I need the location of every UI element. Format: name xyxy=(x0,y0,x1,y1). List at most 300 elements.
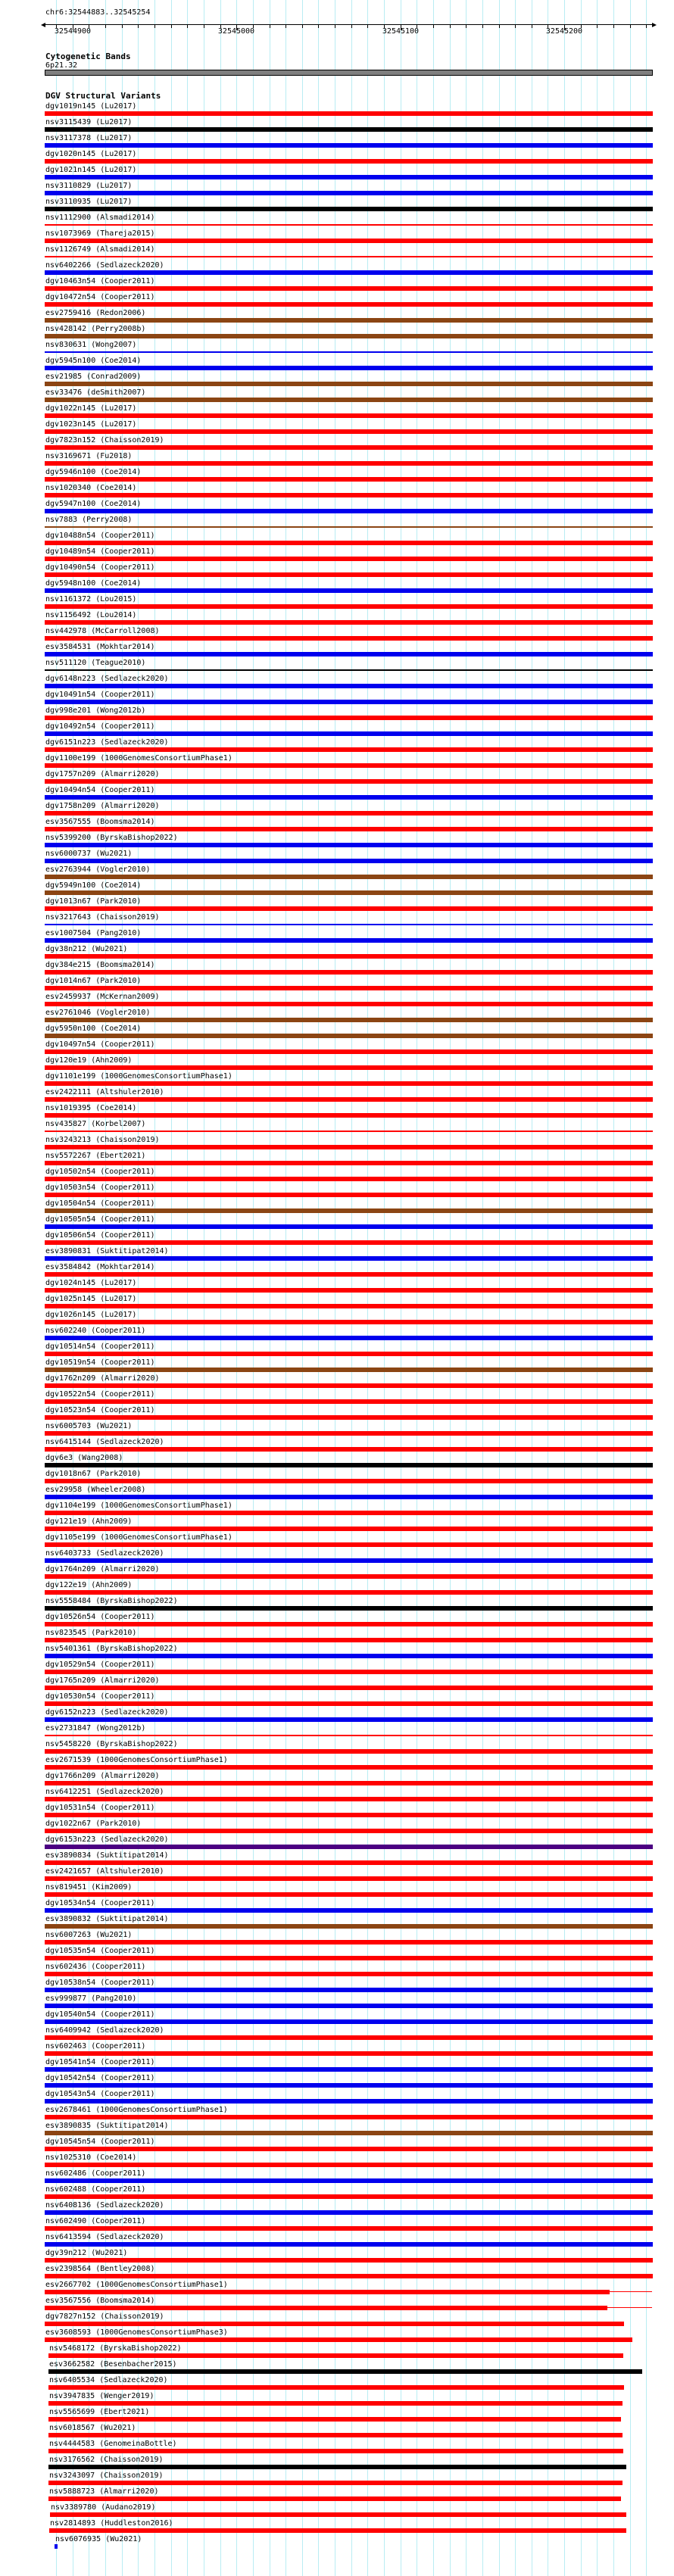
variant-bar[interactable] xyxy=(45,1495,653,1499)
variant-bar[interactable] xyxy=(45,1797,653,1801)
variant-label[interactable]: nsv5458220 (ByrskaBishop2022) xyxy=(45,1740,178,1748)
variant-label[interactable]: dgv6e3 (Wang2008) xyxy=(45,1454,123,1462)
variant-bar[interactable] xyxy=(45,669,653,671)
variant-label[interactable]: nsv3110829 (Lu2017) xyxy=(45,182,133,190)
variant-bar[interactable] xyxy=(45,2147,653,2151)
variant-bar[interactable] xyxy=(48,2465,626,2469)
variant-bar[interactable] xyxy=(45,1670,653,1674)
variant-bar[interactable] xyxy=(45,604,653,609)
variant-label[interactable]: dgv10530n54 (Cooper2011) xyxy=(45,1692,155,1701)
variant-label[interactable]: dgv10503n54 (Cooper2011) xyxy=(45,1184,155,1192)
variant-label[interactable]: esv21985 (Conrad2009) xyxy=(45,373,142,381)
variant-label[interactable]: nsv435827 (Korbel2007) xyxy=(45,1120,146,1128)
variant-bar[interactable] xyxy=(45,302,653,307)
variant-label[interactable]: dgv998e201 (Wong2012b) xyxy=(45,706,146,715)
variant-bar[interactable] xyxy=(45,636,653,641)
variant-label[interactable]: dgv1022n67 (Park2010) xyxy=(45,1820,142,1828)
variant-bar[interactable] xyxy=(45,1415,653,1420)
variant-bar[interactable] xyxy=(45,1113,653,1118)
variant-bar[interactable] xyxy=(45,2337,632,2342)
variant-bar[interactable] xyxy=(45,1002,653,1006)
variant-bar[interactable] xyxy=(45,716,653,720)
variant-bar[interactable] xyxy=(45,1892,653,1897)
variant-bar[interactable] xyxy=(45,1701,653,1706)
variant-label[interactable]: nsv602436 (Cooper2011) xyxy=(45,1963,146,1971)
variant-label[interactable]: dgv10514n54 (Cooper2011) xyxy=(45,1343,155,1351)
variant-label[interactable]: dgv1764n209 (Almarri2020) xyxy=(45,1565,160,1573)
variant-label[interactable]: nsv5399200 (ByrskaBishop2022) xyxy=(45,834,178,842)
variant-bar[interactable] xyxy=(45,1081,653,1086)
variant-label[interactable]: dgv10489n54 (Cooper2011) xyxy=(45,547,155,556)
variant-label[interactable]: nsv5401361 (ByrskaBishop2022) xyxy=(45,1645,178,1653)
variant-label[interactable]: nsv602488 (Cooper2011) xyxy=(45,2185,146,2194)
variant-bar[interactable] xyxy=(45,1638,653,1642)
variant-bar[interactable] xyxy=(45,652,653,656)
variant-label[interactable]: esv2761046 (Vogler2010) xyxy=(45,1009,151,1017)
variant-bar[interactable] xyxy=(45,906,653,911)
variant-bar[interactable] xyxy=(45,445,653,450)
variant-bar[interactable] xyxy=(45,2274,653,2278)
variant-bar[interactable] xyxy=(45,1288,653,1293)
variant-label[interactable]: nsv5565699 (Ebert2021) xyxy=(49,2408,150,2416)
variant-bar[interactable] xyxy=(45,1940,653,1944)
variant-label[interactable]: dgv5946n100 (Coe2014) xyxy=(45,468,142,476)
variant-label[interactable]: dgv10490n54 (Cooper2011) xyxy=(45,563,155,572)
variant-bar[interactable] xyxy=(45,175,653,179)
variant-label[interactable]: dgv1757n209 (Almarri2020) xyxy=(45,770,160,778)
variant-label[interactable]: esv3662582 (Besenbacher2015) xyxy=(49,2360,177,2369)
variant-label[interactable]: dgv1758n209 (Almarri2020) xyxy=(45,802,160,810)
variant-bar[interactable] xyxy=(45,1988,653,1992)
variant-label[interactable]: dgv122e19 (Ahn2009) xyxy=(45,1581,133,1589)
variant-bar[interactable] xyxy=(45,1972,653,1976)
variant-label[interactable]: dgv1762n209 (Almarri2020) xyxy=(45,1374,160,1383)
variant-bar[interactable] xyxy=(45,1558,653,1563)
variant-bar[interactable] xyxy=(45,318,653,323)
variant-bar[interactable] xyxy=(45,2004,653,2008)
variant-bar[interactable] xyxy=(45,334,653,338)
variant-bar[interactable] xyxy=(45,2226,653,2231)
variant-bar[interactable] xyxy=(45,351,653,353)
variant-bar[interactable] xyxy=(45,1018,653,1022)
variant-bar[interactable] xyxy=(55,2544,58,2549)
variant-bar[interactable] xyxy=(45,2051,653,2056)
variant-label[interactable]: dgv10502n54 (Cooper2011) xyxy=(45,1168,155,1176)
variant-bar[interactable] xyxy=(45,461,653,466)
variant-label[interactable]: esv3584842 (Mokhtar2014) xyxy=(45,1263,155,1271)
variant-bar[interactable] xyxy=(45,1352,653,1356)
variant-bar[interactable] xyxy=(45,1304,653,1308)
variant-label[interactable]: nsv6403733 (Sedlazeck2020) xyxy=(45,1549,164,1558)
variant-bar[interactable] xyxy=(45,811,653,816)
variant-bar[interactable] xyxy=(45,1320,653,1324)
variant-label[interactable]: nsv442978 (McCarroll2008) xyxy=(45,627,160,635)
variant-bar[interactable] xyxy=(45,2083,653,2088)
variant-bar[interactable] xyxy=(45,795,653,800)
variant-label[interactable]: dgv5947n100 (Coe2014) xyxy=(45,500,142,508)
variant-label[interactable]: dgv10505n54 (Cooper2011) xyxy=(45,1215,155,1224)
variant-bar[interactable] xyxy=(45,1049,653,1054)
variant-bar[interactable] xyxy=(45,1829,653,1833)
variant-label[interactable]: nsv5558484 (ByrskaBishop2022) xyxy=(45,1597,178,1605)
variant-label[interactable]: nsv830631 (Wong2007) xyxy=(45,341,137,349)
variant-bar[interactable] xyxy=(45,2131,653,2135)
variant-label[interactable]: dgv6151n223 (Sedlazeck2020) xyxy=(45,738,169,747)
variant-bar[interactable] xyxy=(45,1447,653,1452)
variant-bar[interactable] xyxy=(45,191,653,195)
variant-label[interactable]: dgv10542n54 (Cooper2011) xyxy=(45,2074,155,2082)
variant-label[interactable]: dgv10488n54 (Cooper2011) xyxy=(45,532,155,540)
variant-bar[interactable] xyxy=(45,2163,653,2167)
variant-label[interactable]: dgv10492n54 (Cooper2011) xyxy=(45,722,155,731)
variant-bar[interactable] xyxy=(45,938,653,943)
variant-bar[interactable] xyxy=(45,588,653,593)
variant-bar[interactable] xyxy=(45,875,653,879)
variant-bar[interactable] xyxy=(45,1511,653,1515)
variant-label[interactable]: esv2422111 (Altshuler2010) xyxy=(45,1088,164,1096)
variant-bar[interactable] xyxy=(45,1860,653,1865)
variant-label[interactable]: nsv6408136 (Sedlazeck2020) xyxy=(45,2201,164,2210)
variant-label[interactable]: esv29958 (Wheeler2008) xyxy=(45,1486,146,1494)
variant-label[interactable]: dgv39n212 (Wu2021) xyxy=(45,2249,128,2257)
variant-bar[interactable] xyxy=(45,684,653,688)
variant-label[interactable]: esv3584531 (Mokhtar2014) xyxy=(45,643,155,651)
variant-bar[interactable] xyxy=(45,843,653,847)
variant-label[interactable]: nsv5888723 (Almarri2020) xyxy=(49,2487,159,2496)
variant-label[interactable]: dgv5948n100 (Coe2014) xyxy=(45,579,142,588)
variant-bar[interactable] xyxy=(45,2067,653,2072)
variant-label[interactable]: nsv1126749 (Alsmadi2014) xyxy=(45,245,155,254)
variant-label[interactable]: dgv10523n54 (Cooper2011) xyxy=(45,1406,155,1414)
variant-bar[interactable] xyxy=(45,1240,653,1245)
variant-label[interactable]: dgv38n212 (Wu2021) xyxy=(45,945,128,953)
variant-bar[interactable] xyxy=(45,286,653,291)
variant-bar[interactable] xyxy=(45,541,653,545)
variant-bar[interactable] xyxy=(49,2528,626,2533)
variant-label[interactable]: nsv1073969 (Thareja2015) xyxy=(45,229,155,238)
variant-bar[interactable] xyxy=(45,224,653,226)
variant-label[interactable]: esv3890831 (Suktitipat2014) xyxy=(45,1247,169,1255)
variant-label[interactable]: dgv5945n100 (Coe2014) xyxy=(45,357,142,365)
variant-bar[interactable] xyxy=(45,413,653,418)
variant-bar[interactable] xyxy=(45,970,653,975)
variant-bar[interactable] xyxy=(45,1542,653,1547)
variant-bar[interactable] xyxy=(45,779,653,784)
variant-bar[interactable] xyxy=(45,127,653,132)
variant-label[interactable]: nsv6000737 (Wu2021) xyxy=(45,850,133,858)
variant-bar[interactable] xyxy=(45,572,653,577)
variant-bar[interactable] xyxy=(45,1368,653,1372)
variant-label[interactable]: dgv10534n54 (Cooper2011) xyxy=(45,1899,155,1907)
variant-bar[interactable] xyxy=(45,239,653,243)
variant-bar[interactable] xyxy=(45,1606,653,1611)
variant-bar[interactable] xyxy=(45,159,653,164)
variant-bar[interactable] xyxy=(45,2210,653,2215)
variant-label[interactable]: esv2759416 (Redon2006) xyxy=(45,309,146,317)
variant-label[interactable]: nsv6007263 (Wu2021) xyxy=(45,1931,133,1939)
variant-bar[interactable] xyxy=(45,493,653,497)
variant-label[interactable]: dgv10522n54 (Cooper2011) xyxy=(45,1390,155,1399)
variant-label[interactable]: nsv3115439 (Lu2017) xyxy=(45,118,133,126)
variant-bar[interactable] xyxy=(45,270,653,275)
variant-label[interactable]: esv3567555 (Boomsma2014) xyxy=(45,818,155,826)
variant-label[interactable]: nsv1025310 (Coe2014) xyxy=(45,2153,137,2162)
variant-label[interactable]: dgv10543n54 (Cooper2011) xyxy=(45,2090,155,2098)
variant-bar[interactable] xyxy=(45,2019,653,2024)
variant-bar[interactable] xyxy=(45,1717,653,1722)
variant-label[interactable]: dgv384e215 (Boomsma2014) xyxy=(45,961,155,969)
variant-label[interactable]: dgv10519n54 (Cooper2011) xyxy=(45,1358,155,1367)
variant-bar[interactable] xyxy=(45,382,653,386)
variant-bar[interactable] xyxy=(45,2035,653,2040)
variant-label[interactable]: esv2667702 (1000GenomesConsortiumPhase1) xyxy=(45,2281,228,2289)
variant-label[interactable]: nsv1019395 (Coe2014) xyxy=(45,1104,137,1112)
variant-bar[interactable] xyxy=(45,827,653,831)
variant-label[interactable]: dgv10491n54 (Cooper2011) xyxy=(45,691,155,699)
variant-bar[interactable] xyxy=(45,1686,653,1690)
variant-bar[interactable] xyxy=(45,700,653,704)
variant-label[interactable]: dgv10506n54 (Cooper2011) xyxy=(45,1231,155,1240)
variant-label[interactable]: dgv10497n54 (Cooper2011) xyxy=(45,1040,155,1049)
variant-label[interactable]: dgv1024n145 (Lu2017) xyxy=(45,1279,137,1287)
variant-bar[interactable] xyxy=(45,1177,653,1181)
variant-bar[interactable] xyxy=(45,1131,653,1132)
variant-bar[interactable] xyxy=(45,954,653,959)
variant-label[interactable]: dgv7827n152 (Chaisson2019) xyxy=(45,2312,164,2321)
variant-label[interactable]: nsv6413594 (Sedlazeck2020) xyxy=(45,2233,164,2241)
variant-bar[interactable] xyxy=(45,2194,653,2199)
variant-bar[interactable] xyxy=(45,1749,653,1754)
variant-bar[interactable] xyxy=(48,2496,621,2501)
variant-bar[interactable] xyxy=(45,256,653,257)
variant-bar[interactable] xyxy=(45,398,653,402)
variant-bar[interactable] xyxy=(48,2401,623,2406)
variant-label[interactable]: dgv7823n152 (Chaisson2019) xyxy=(45,436,164,444)
variant-bar[interactable] xyxy=(45,1908,653,1913)
variant-bar[interactable] xyxy=(45,1590,653,1595)
variant-bar[interactable] xyxy=(45,1097,653,1102)
variant-bar[interactable] xyxy=(45,1781,653,1785)
variant-label[interactable]: nsv1161372 (Lou2015) xyxy=(45,595,137,603)
variant-bar[interactable] xyxy=(45,1224,653,1229)
variant-label[interactable]: dgv1019n145 (Lu2017) xyxy=(45,102,137,111)
variant-bar[interactable] xyxy=(45,2306,607,2310)
variant-bar[interactable] xyxy=(45,1574,653,1579)
variant-label[interactable]: nsv6402266 (Sedlazeck2020) xyxy=(45,261,164,270)
variant-label[interactable]: esv3567556 (Boomsma2014) xyxy=(45,2297,155,2305)
variant-bar[interactable] xyxy=(45,859,653,863)
variant-label[interactable]: dgv10535n54 (Cooper2011) xyxy=(45,1947,155,1955)
variant-label[interactable]: dgv10494n54 (Cooper2011) xyxy=(45,786,155,794)
variant-label[interactable]: dgv1104e199 (1000GenomesConsortiumPhase1) xyxy=(45,1502,232,1510)
variant-bar-tail[interactable] xyxy=(610,2291,652,2292)
variant-label[interactable]: nsv3110935 (Lu2017) xyxy=(45,198,133,206)
variant-label[interactable]: nsv3117378 (Lu2017) xyxy=(45,134,133,142)
variant-bar[interactable] xyxy=(48,2417,621,2422)
variant-label[interactable]: dgv6148n223 (Sedlazeck2020) xyxy=(45,675,169,683)
variant-bar[interactable] xyxy=(45,1256,653,1261)
variant-label[interactable]: dgv1765n209 (Almarri2020) xyxy=(45,1676,160,1685)
variant-label[interactable]: esv2421657 (Altshuler2010) xyxy=(45,1867,164,1876)
variant-label[interactable]: dgv10540n54 (Cooper2011) xyxy=(45,2010,155,2019)
variant-bar[interactable] xyxy=(45,1463,653,1467)
variant-label[interactable]: nsv819451 (Kim2009) xyxy=(45,1883,133,1891)
variant-label[interactable]: dgv1014n67 (Park2010) xyxy=(45,977,142,985)
variant-label[interactable]: nsv4444583 (GenomeinaBottle) xyxy=(49,2440,177,2448)
variant-bar[interactable] xyxy=(45,986,653,990)
variant-bar[interactable] xyxy=(45,1479,653,1483)
variant-bar[interactable] xyxy=(48,2433,623,2437)
variant-label[interactable]: dgv1101e199 (1000GenomesConsortiumPhase1) xyxy=(45,1072,232,1081)
variant-label[interactable]: esv2763944 (Vogler2010) xyxy=(45,865,151,874)
variant-label[interactable]: nsv5468172 (ByrskaBishop2022) xyxy=(49,2344,182,2353)
variant-bar[interactable] xyxy=(45,2290,610,2294)
variant-label[interactable]: dgv10538n54 (Cooper2011) xyxy=(45,1979,155,1987)
variant-label[interactable]: dgv121e19 (Ahn2009) xyxy=(45,1517,133,1526)
variant-bar[interactable] xyxy=(45,111,653,116)
variant-bar[interactable] xyxy=(45,1272,653,1277)
variant-label[interactable]: esv2731847 (Wong2012b) xyxy=(45,1724,146,1732)
variant-label[interactable]: nsv1112900 (Alsmadi2014) xyxy=(45,214,155,222)
variant-label[interactable]: esv2459937 (McKernan2009) xyxy=(45,993,160,1001)
variant-bar[interactable] xyxy=(48,2369,642,2374)
variant-bar[interactable] xyxy=(45,763,653,768)
variant-label[interactable]: esv3890834 (Suktitipat2014) xyxy=(45,1851,169,1860)
variant-bar[interactable] xyxy=(45,1765,653,1770)
variant-bar[interactable] xyxy=(45,731,653,736)
variant-label[interactable]: nsv6005703 (Wu2021) xyxy=(45,1422,133,1430)
variant-label[interactable]: dgv10545n54 (Cooper2011) xyxy=(45,2138,155,2146)
variant-label[interactable]: dgv1025n145 (Lu2017) xyxy=(45,1295,137,1303)
variant-bar[interactable] xyxy=(45,747,653,752)
variant-label[interactable]: dgv5950n100 (Coe2014) xyxy=(45,1024,142,1033)
variant-label[interactable]: esv3890832 (Suktitipat2014) xyxy=(45,1915,169,1923)
variant-bar[interactable] xyxy=(45,366,653,370)
variant-label[interactable]: esv33476 (deSmith2007) xyxy=(45,388,146,397)
variant-label[interactable]: nsv6018567 (Wu2021) xyxy=(49,2424,136,2432)
variant-label[interactable]: nsv602463 (Cooper2011) xyxy=(45,2042,146,2051)
variant-label[interactable]: nsv823545 (Park2010) xyxy=(45,1629,137,1637)
variant-label[interactable]: nsv602486 (Cooper2011) xyxy=(45,2169,146,2178)
variant-bar[interactable] xyxy=(45,1431,653,1436)
variant-label[interactable]: nsv511120 (Teague2010) xyxy=(45,659,146,667)
variant-bar[interactable] xyxy=(45,1813,653,1817)
variant-label[interactable]: dgv1020n145 (Lu2017) xyxy=(45,150,137,158)
variant-bar[interactable] xyxy=(45,1399,653,1404)
variant-bar[interactable] xyxy=(50,2512,626,2517)
variant-bar-tail[interactable] xyxy=(607,2307,652,2308)
variant-label[interactable]: nsv6405534 (Sedlazeck2020) xyxy=(49,2376,168,2384)
variant-bar[interactable] xyxy=(45,2099,653,2104)
variant-label[interactable]: dgv10541n54 (Cooper2011) xyxy=(45,2058,155,2066)
variant-bar[interactable] xyxy=(45,1924,653,1929)
variant-bar[interactable] xyxy=(45,1145,653,1149)
variant-label[interactable]: nsv7883 (Perry2008) xyxy=(45,516,133,524)
variant-bar[interactable] xyxy=(48,2481,623,2485)
variant-bar[interactable] xyxy=(45,477,653,482)
variant-label[interactable]: dgv1766n209 (Almarri2020) xyxy=(45,1772,160,1780)
variant-label[interactable]: dgv10463n54 (Cooper2011) xyxy=(45,277,155,285)
variant-bar[interactable] xyxy=(45,429,653,434)
variant-bar[interactable] xyxy=(45,1956,653,1960)
variant-bar[interactable] xyxy=(45,2242,653,2247)
variant-bar[interactable] xyxy=(45,1622,653,1626)
variant-bar[interactable] xyxy=(45,1383,653,1388)
variant-bar[interactable] xyxy=(45,1161,653,1165)
variant-label[interactable]: nsv6076935 (Wu2021) xyxy=(55,2535,142,2543)
variant-bar[interactable] xyxy=(45,2115,653,2119)
variant-label[interactable]: nsv6415144 (Sedlazeck2020) xyxy=(45,1438,164,1446)
variant-label[interactable]: dgv6152n223 (Sedlazeck2020) xyxy=(45,1708,169,1717)
variant-label[interactable]: nsv5572267 (Ebert2021) xyxy=(45,1152,146,1160)
variant-label[interactable]: dgv10529n54 (Cooper2011) xyxy=(45,1661,155,1669)
variant-bar[interactable] xyxy=(45,557,653,561)
variant-bar[interactable] xyxy=(45,1845,653,1849)
variant-bar[interactable] xyxy=(48,2353,623,2358)
variant-bar[interactable] xyxy=(45,2258,653,2263)
variant-bar[interactable] xyxy=(45,1193,653,1197)
variant-bar[interactable] xyxy=(45,1336,653,1340)
variant-label[interactable]: dgv1105e199 (1000GenomesConsortiumPhase1) xyxy=(45,1533,232,1542)
variant-label[interactable]: dgv10504n54 (Cooper2011) xyxy=(45,1199,155,1208)
variant-bar[interactable] xyxy=(45,1065,653,1070)
variant-label[interactable]: dgv1100e199 (1000GenomesConsortiumPhase1) xyxy=(45,754,232,763)
variant-label[interactable]: dgv5949n100 (Coe2014) xyxy=(45,881,142,890)
variant-label[interactable]: esv2678461 (1000GenomesConsortiumPhase1) xyxy=(45,2106,228,2114)
variant-label[interactable]: esv1007504 (Pang2010) xyxy=(45,929,142,937)
variant-bar[interactable] xyxy=(45,1208,653,1213)
variant-label[interactable]: nsv6409942 (Sedlazeck2020) xyxy=(45,2026,164,2035)
variant-label[interactable]: dgv10526n54 (Cooper2011) xyxy=(45,1613,155,1621)
variant-label[interactable]: nsv3243213 (Chaisson2019) xyxy=(45,1136,160,1144)
variant-label[interactable]: nsv602240 (Cooper2011) xyxy=(45,1327,146,1335)
variant-bar[interactable] xyxy=(45,1034,653,1038)
variant-label[interactable]: nsv428142 (Perry2008b) xyxy=(45,325,146,333)
variant-bar[interactable] xyxy=(45,2178,653,2183)
variant-label[interactable]: esv3890835 (Suktitipat2014) xyxy=(45,2122,169,2130)
variant-label[interactable]: dgv120e19 (Ahn2009) xyxy=(45,1056,133,1065)
variant-label[interactable]: nsv3947835 (Wenger2019) xyxy=(49,2392,154,2400)
variant-label[interactable]: dgv10531n54 (Cooper2011) xyxy=(45,1804,155,1812)
variant-label[interactable]: nsv3217643 (Chaisson2019) xyxy=(45,913,160,922)
variant-label[interactable]: nsv3176562 (Chaisson2019) xyxy=(49,2456,164,2464)
variant-label[interactable]: dgv1013n67 (Park2010) xyxy=(45,897,142,906)
variant-label[interactable]: nsv1020340 (Coe2014) xyxy=(45,484,137,492)
variant-label[interactable]: dgv10472n54 (Cooper2011) xyxy=(45,293,155,301)
variant-bar[interactable] xyxy=(45,143,653,148)
variant-label[interactable]: dgv1023n145 (Lu2017) xyxy=(45,420,137,429)
variant-label[interactable]: dgv1018n67 (Park2010) xyxy=(45,1470,142,1478)
variant-label[interactable]: nsv3169671 (Fu2018) xyxy=(45,452,133,460)
variant-label[interactable]: dgv1021n145 (Lu2017) xyxy=(45,166,137,174)
variant-label[interactable]: nsv3243097 (Chaisson2019) xyxy=(49,2472,164,2480)
variant-bar[interactable] xyxy=(45,924,653,925)
variant-bar[interactable] xyxy=(48,2385,624,2390)
variant-bar[interactable] xyxy=(45,620,653,625)
variant-bar[interactable] xyxy=(45,207,653,211)
variant-bar[interactable] xyxy=(45,1735,653,1736)
variant-label[interactable]: nsv6412251 (Sedlazeck2020) xyxy=(45,1788,164,1796)
variant-label[interactable]: dgv1026n145 (Lu2017) xyxy=(45,1311,137,1319)
variant-label[interactable]: nsv602490 (Cooper2011) xyxy=(45,2217,146,2225)
variant-label[interactable]: esv2671539 (1000GenomesConsortiumPhase1) xyxy=(45,1756,228,1764)
variant-label[interactable]: dgv1022n145 (Lu2017) xyxy=(45,404,137,413)
variant-label[interactable]: nsv3389780 (Audano2019) xyxy=(51,2503,156,2512)
variant-bar[interactable] xyxy=(45,1876,653,1881)
variant-bar[interactable] xyxy=(45,509,653,513)
variant-label[interactable]: nsv2814893 (Huddleston2016) xyxy=(50,2519,173,2528)
variant-label[interactable]: esv3608593 (1000GenomesConsortiumPhase3) xyxy=(45,2328,228,2337)
